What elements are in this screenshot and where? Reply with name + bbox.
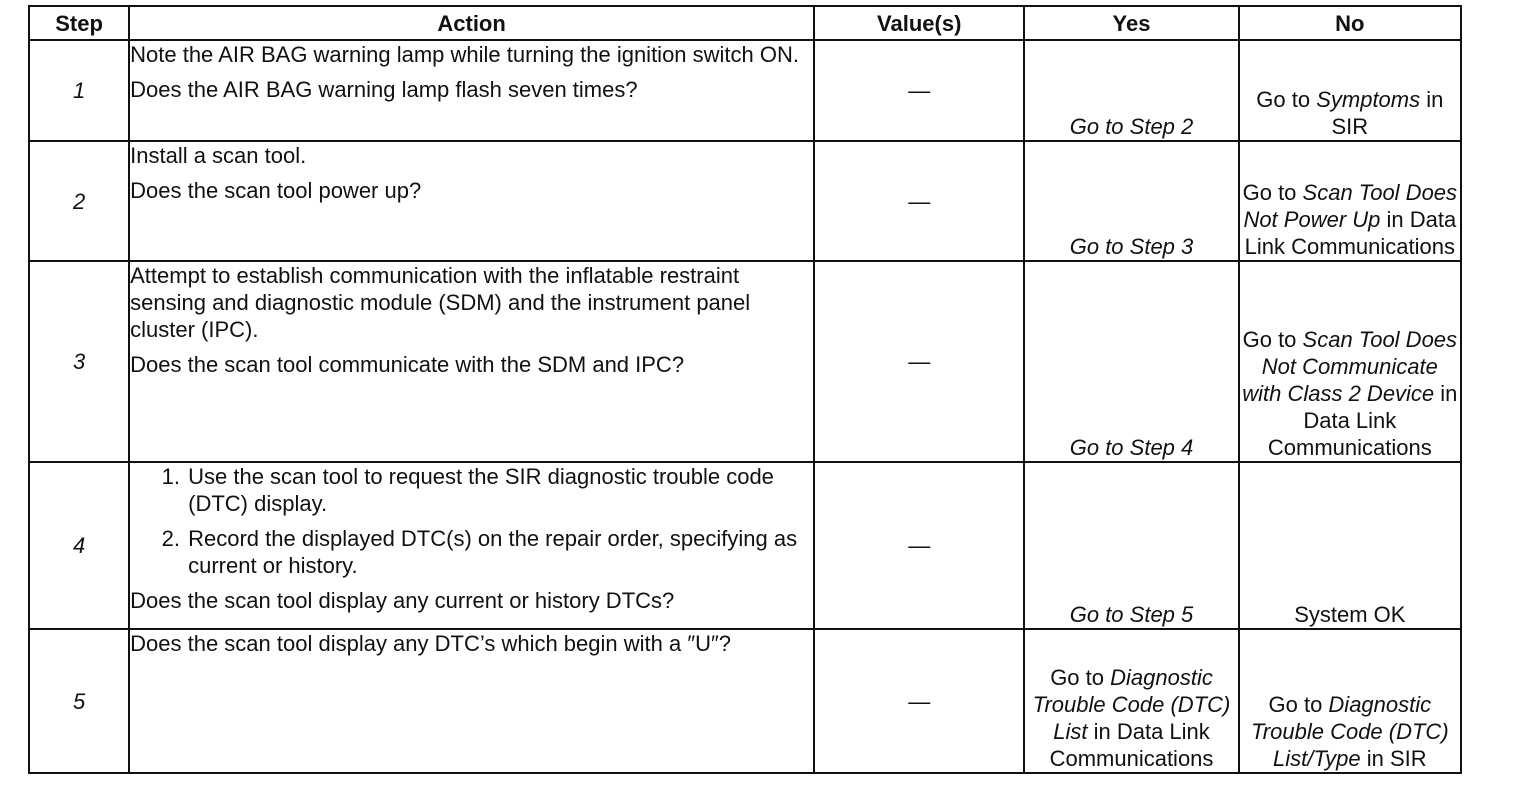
step-number: 5 (29, 629, 129, 773)
table-row (29, 40, 1461, 141)
no-action-target: Symptoms (1316, 87, 1421, 112)
yes-action-link[interactable]: Go to Step 4 (1024, 261, 1238, 462)
no-action-link[interactable] (1239, 40, 1461, 141)
no-action-target: Scan Tool Does Not Power Up (1243, 180, 1458, 232)
header-row (29, 6, 1461, 40)
action-instruction: Attempt to establish communication with the inflatable restraint sensing and diagnostic module (SDM) and the instrument panel cluster (IPC). (130, 263, 751, 342)
header-values: Value(s) (814, 6, 1024, 40)
no-action-link[interactable]: System OK (1239, 462, 1461, 629)
list-item: 1. Use the scan tool to request the SIR diagnostic trouble code (DTC) display. (186, 463, 813, 517)
header-step: Step (29, 6, 129, 40)
action-question: Does the scan tool power up? (130, 178, 422, 203)
no-action-prefix: Go to (1242, 327, 1303, 352)
yes-action-target: Diagnostic Trouble Code (DTC) List (1032, 665, 1231, 744)
header-yes: Yes (1024, 6, 1238, 40)
no-action-link[interactable] (1239, 261, 1461, 462)
no-action-target: Scan Tool Does Not Communicate with Class 2 Device (1242, 327, 1458, 406)
value-cell: — (814, 462, 1024, 629)
action-cell (129, 629, 814, 773)
diagnostic-table (28, 5, 1462, 774)
action-cell (129, 40, 814, 141)
no-action-prefix: Go to (1242, 180, 1303, 205)
table-row (29, 629, 1461, 773)
table-row (29, 141, 1461, 261)
header-no: No (1239, 6, 1461, 40)
value-cell: — (814, 261, 1024, 462)
no-action-link[interactable] (1239, 629, 1461, 773)
yes-action-prefix: Go to (1050, 665, 1111, 690)
value-cell: — (814, 629, 1024, 773)
no-action-prefix: Go to (1256, 87, 1317, 112)
no-action-link[interactable] (1239, 141, 1461, 261)
yes-action-link[interactable]: Go to Step 2 (1024, 40, 1238, 141)
table-row (29, 261, 1461, 462)
action-question: Does the AIR BAG warning lamp flash seven times? (130, 77, 638, 102)
action-question: Does the scan tool display any current or history DTCs? (130, 588, 675, 613)
table-row (29, 462, 1461, 629)
value-cell: — (814, 40, 1024, 141)
step-number: 4 (29, 462, 129, 629)
action-cell (129, 141, 814, 261)
no-action-suffix: in SIR (1360, 746, 1427, 771)
action-steps-list (130, 463, 813, 579)
header-action: Action (129, 6, 814, 40)
no-action-suffix: in Data Link Communications (1244, 207, 1457, 259)
action-cell (129, 261, 814, 462)
action-cell (129, 462, 814, 629)
no-action-suffix: in SIR (1331, 87, 1444, 139)
action-instruction: Install a scan tool. (130, 143, 307, 168)
action-instruction: Note the AIR BAG warning lamp while turning the ignition switch ON. (130, 42, 799, 67)
list-item: 2. Record the displayed DTC(s) on the repair order, specifying as current or history. (186, 525, 813, 579)
value-cell: — (814, 141, 1024, 261)
yes-action-link[interactable]: Go to Step 3 (1024, 141, 1238, 261)
action-question: Does the scan tool communicate with the SDM and IPC? (130, 352, 685, 377)
no-action-suffix: in Data Link Communications (1267, 381, 1458, 460)
no-action-prefix: Go to (1268, 692, 1329, 717)
step-number: 2 (29, 141, 129, 261)
action-question: Does the scan tool display any DTC’s which begin with a ″U″? (130, 631, 732, 656)
yes-action-link[interactable]: Go to Step 5 (1024, 462, 1238, 629)
no-action-target: Diagnostic Trouble Code (DTC) List/Type (1251, 692, 1449, 771)
yes-action-link[interactable] (1024, 629, 1238, 773)
step-number: 3 (29, 261, 129, 462)
yes-action-suffix: in Data Link Communications (1049, 719, 1214, 771)
step-number: 1 (29, 40, 129, 141)
